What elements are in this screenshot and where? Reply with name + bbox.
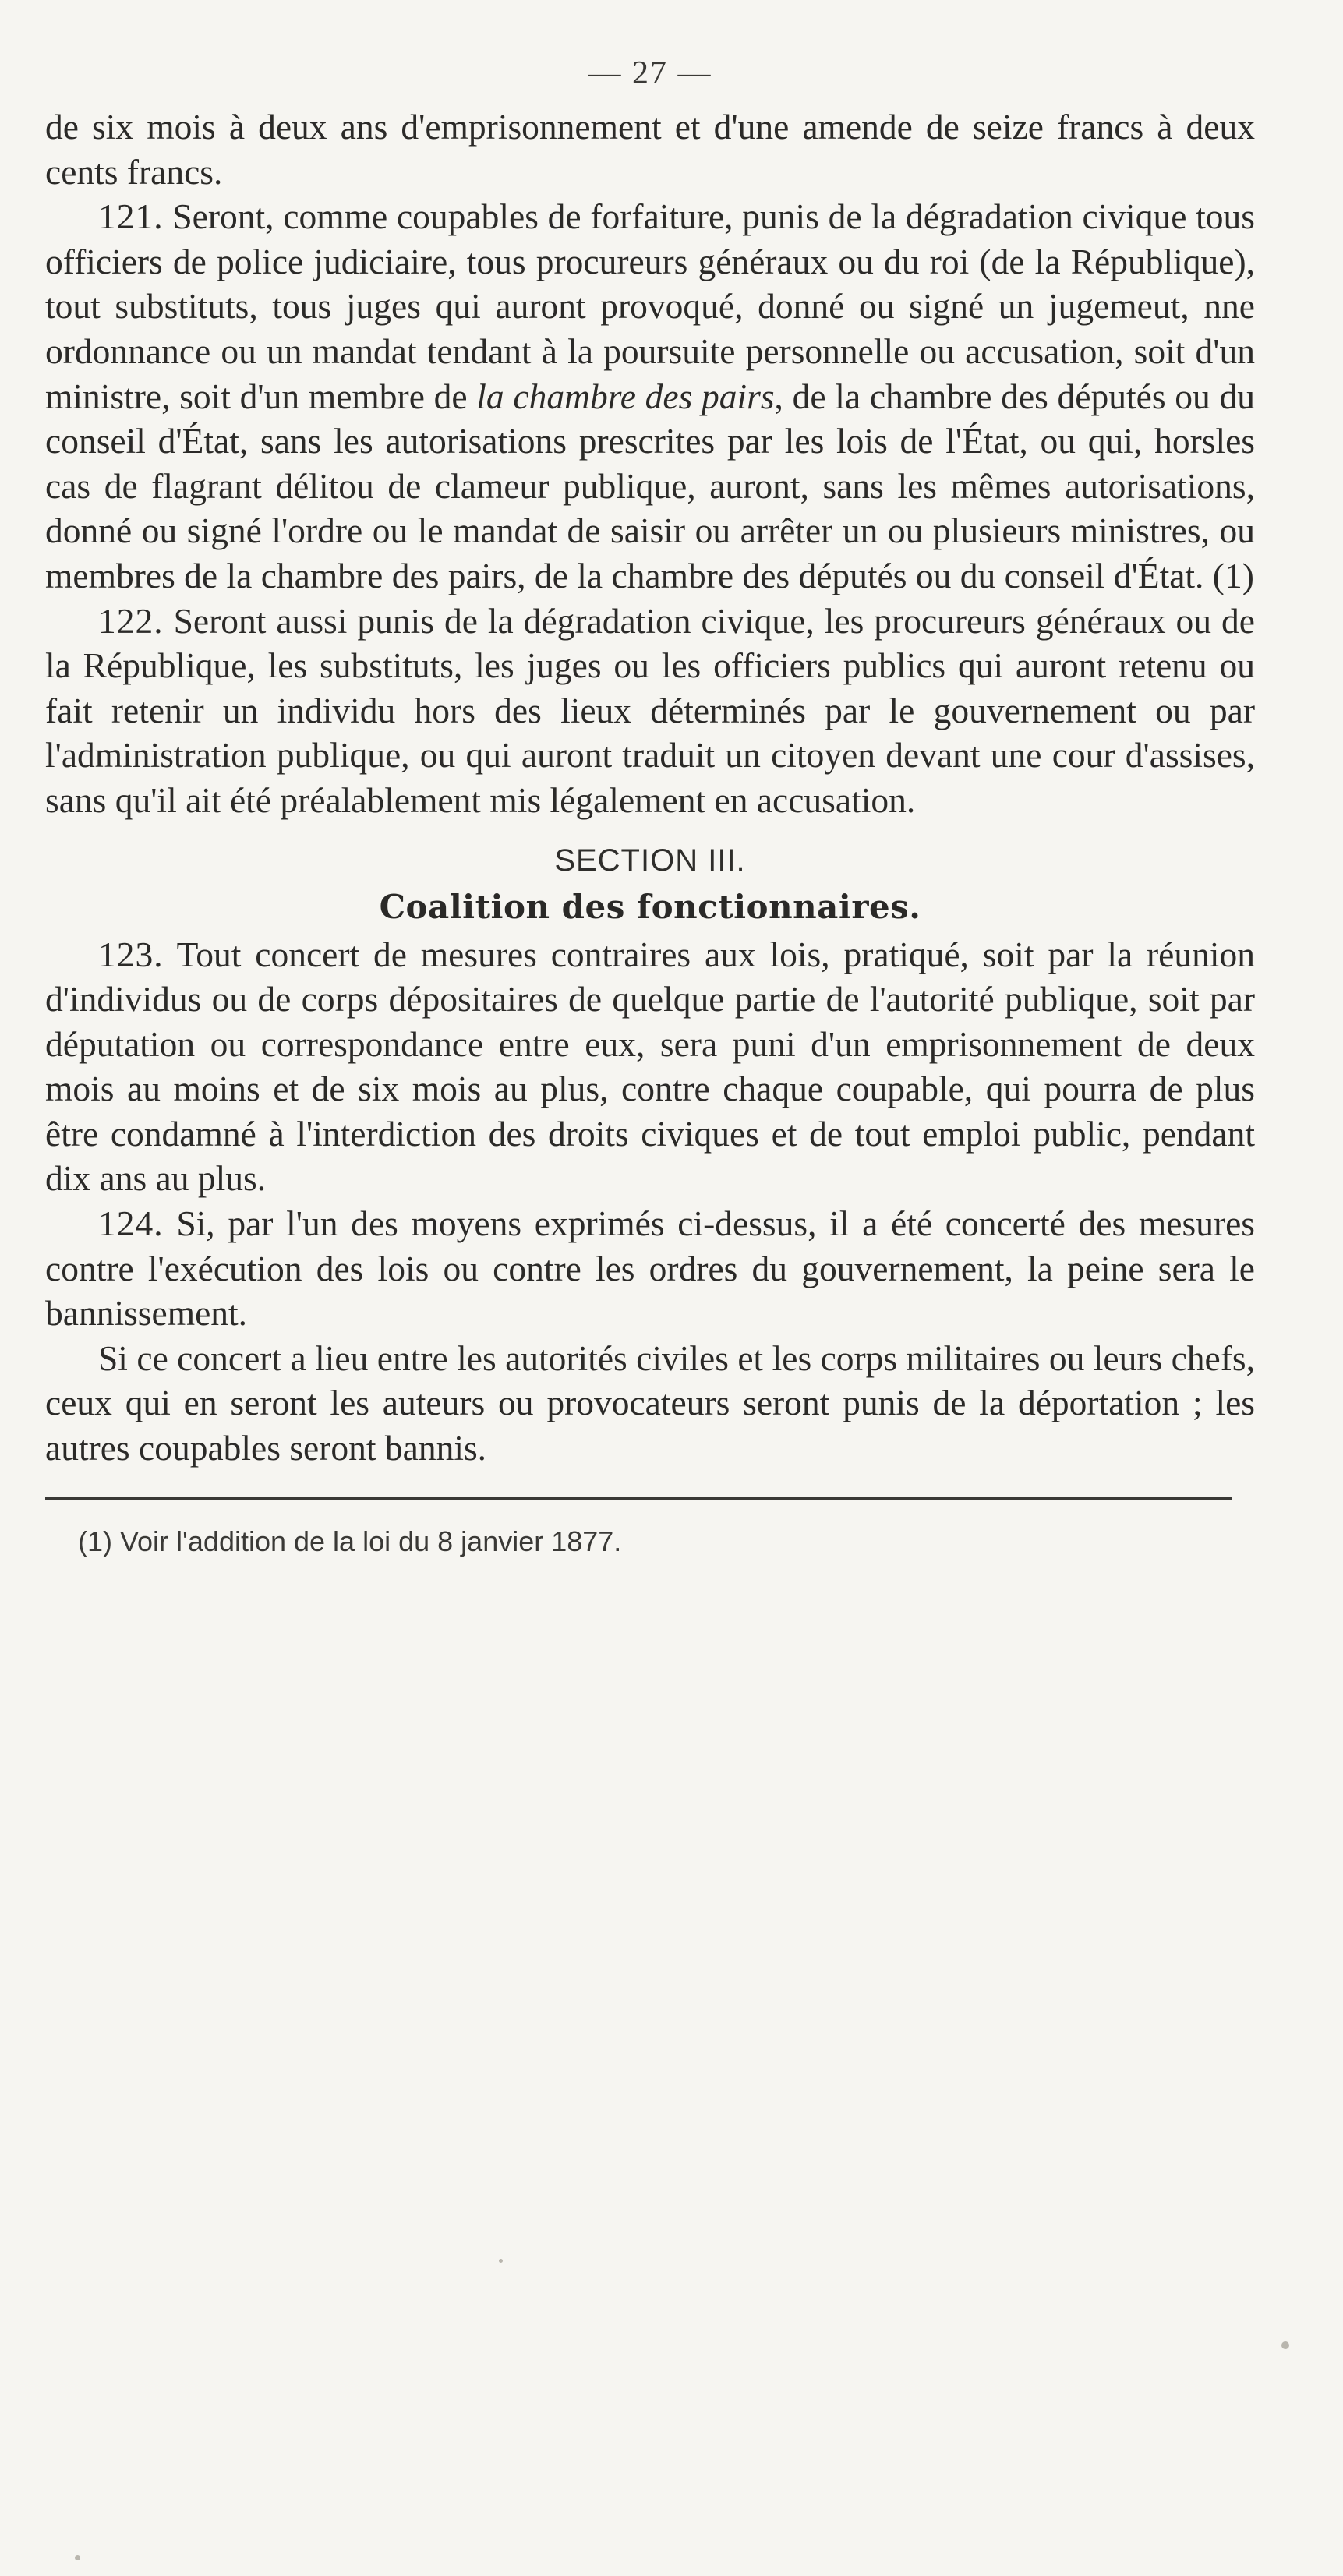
page-number: — 27 —: [588, 55, 712, 91]
article-121-text-start: Seront, comme coupables de forfaiture, punis de la dégradation civique tous officiers de police judiciaire, tous procureurs généraux ou du roi (de la République), tout substituts, tous juges qui auront provoqué, donné ou signé un jugemeut, nne ordonnance ou un mandat tendant à la poursuite personnelle ou accusation, soit d'un ministre, soit d'un membre de: [45, 196, 1255, 416]
article-123: [45, 932, 1255, 1202]
article-121-number: 121.: [98, 196, 164, 237]
article-121-italic: la chambre des pairs: [476, 376, 775, 416]
article-124-text: Si, par l'un des moyens exprimés ci-dessus, il a été concerté des mesures contre l'exécution des lois ou contre les ordres du gouvernement, la peine sera le bannissement.: [45, 1203, 1255, 1334]
article-123-text: Tout concert de mesures contraires aux lois, pratiqué, soit par la réunion d'individus ou de corps dépositaires de quelque partie de l'autorité publique, soit par députation ou correspondance entre eux, sera puni d'un emprisonnement de deux mois au moins et de six mois au plus, contre chaque coupable, qui pourra de plus être condamné à l'interdiction des droits civiques et de tout emploi public, pendant dix ans au plus.: [45, 934, 1255, 1199]
footnote-divider: [45, 1497, 1232, 1500]
article-124-paragraph-2: Si ce concert a lieu entre les autorités civiles et les corps militaires ou leurs chefs, ceux qui en seront les auteurs ou provocateurs seront punis de la déportation ; les autres coupables seront bannis.: [45, 1337, 1255, 1468]
paragraph-continuation: de six mois à deux ans d'emprisonnement et d'une amende de seize francs à deux cents francs.: [45, 107, 1255, 192]
book-page: [45, 50, 1255, 1561]
article-124: [45, 1201, 1255, 1336]
paper-speck: [1281, 2341, 1289, 2349]
article-122-text: Seront aussi punis de la dégradation civique, les procureurs généraux ou de la République, les substituts, les juges ou les officiers publics qui auront retenu ou fait retenir un individu hors des lieux déterminés par le gouvernement ou par l'administration publique, ou qui auront traduit un citoyen devant une cour d'assises, sans qu'il ait été préalablement mis légalement en accusation.: [45, 600, 1255, 820]
article-124-number: 124.: [98, 1203, 164, 1244]
article-121-text-end: , de la chambre des députés ou du conseil d'État, sans les autorisations prescrites par les lois de l'État, ou qui, horsles cas de flagrant délitou de clameur publique, auront, sans les mêmes autorisations, donné ou signé l'ordre ou le mandat de saisir ou arrêter un ou plusieurs ministres, ou membres de la chambre des pairs, de la chambre des députés ou du conseil d'État. (1): [45, 376, 1255, 595]
article-122-number: 122.: [98, 600, 164, 641]
footnote: (1) Voir l'addition de la loi du 8 janvier 1877.: [78, 1525, 622, 1557]
body-text: [45, 104, 1255, 1471]
paper-speck: [75, 2555, 80, 2560]
section-subtitle: Coalition des fonctionnaires.: [379, 887, 921, 926]
article-121: [45, 194, 1255, 598]
section-heading: SECTION III.: [554, 843, 746, 878]
article-123-number: 123.: [98, 934, 164, 974]
paper-speck: [499, 2259, 503, 2263]
article-122: [45, 599, 1255, 823]
